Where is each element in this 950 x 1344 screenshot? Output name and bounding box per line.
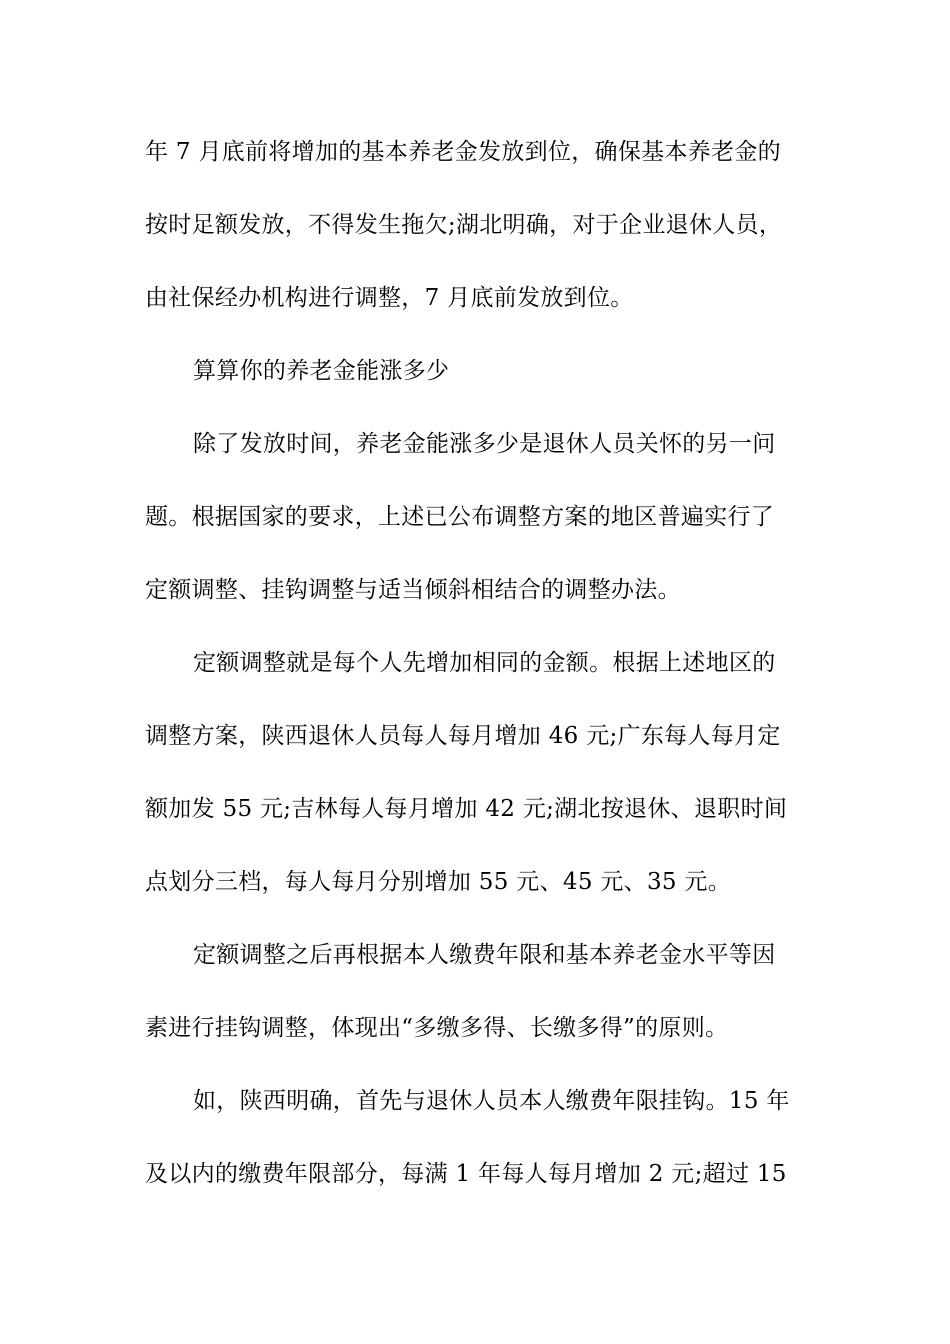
text-line: 素进行挂钩调整，体现出“多缴多得、长缴多得”的原则。: [145, 1015, 729, 1041]
text-line: 额加发 55 元;吉林每人每月增加 42 元;湖北按退休、退职时间: [145, 796, 788, 822]
text-line: 定额调整、挂钩调整与适当倾斜相结合的调整办法。: [145, 577, 681, 603]
text-line: 题。根据国家的要求，上述已公布调整方案的地区普遍实行了: [145, 504, 775, 530]
text-line: 调整方案，陕西退休人员每人每月增加 46 元;广东每人每月定: [145, 723, 781, 749]
text-line: 按时足额发放，不得发生拖欠;湖北明确，对于企业退休人员，: [145, 212, 783, 238]
text-line: 由社保经办机构进行调整，7 月底前发放到位。: [145, 285, 634, 311]
text-line: 如，陕西明确，首先与退休人员本人缴费年限挂钩。15 年: [193, 1088, 790, 1114]
text-line: 定额调整之后再根据本人缴费年限和基本养老金水平等因: [193, 942, 776, 968]
text-line: 点划分三档，每人每月分别增加 55 元、45 元、35 元。: [145, 869, 732, 895]
text-line: 及以内的缴费年限部分，每满 1 年每人每月增加 2 元;超过 15: [145, 1161, 787, 1187]
text-line: 年 7 月底前将增加的基本养老金发放到位，确保基本养老金的: [145, 139, 781, 165]
text-line: 定额调整就是每个人先增加相同的金额。根据上述地区的: [193, 650, 776, 676]
text-line: 除了发放时间，养老金能涨多少是退休人员关怀的另一问: [193, 431, 776, 457]
section-heading: 算算你的养老金能涨多少: [193, 358, 450, 384]
